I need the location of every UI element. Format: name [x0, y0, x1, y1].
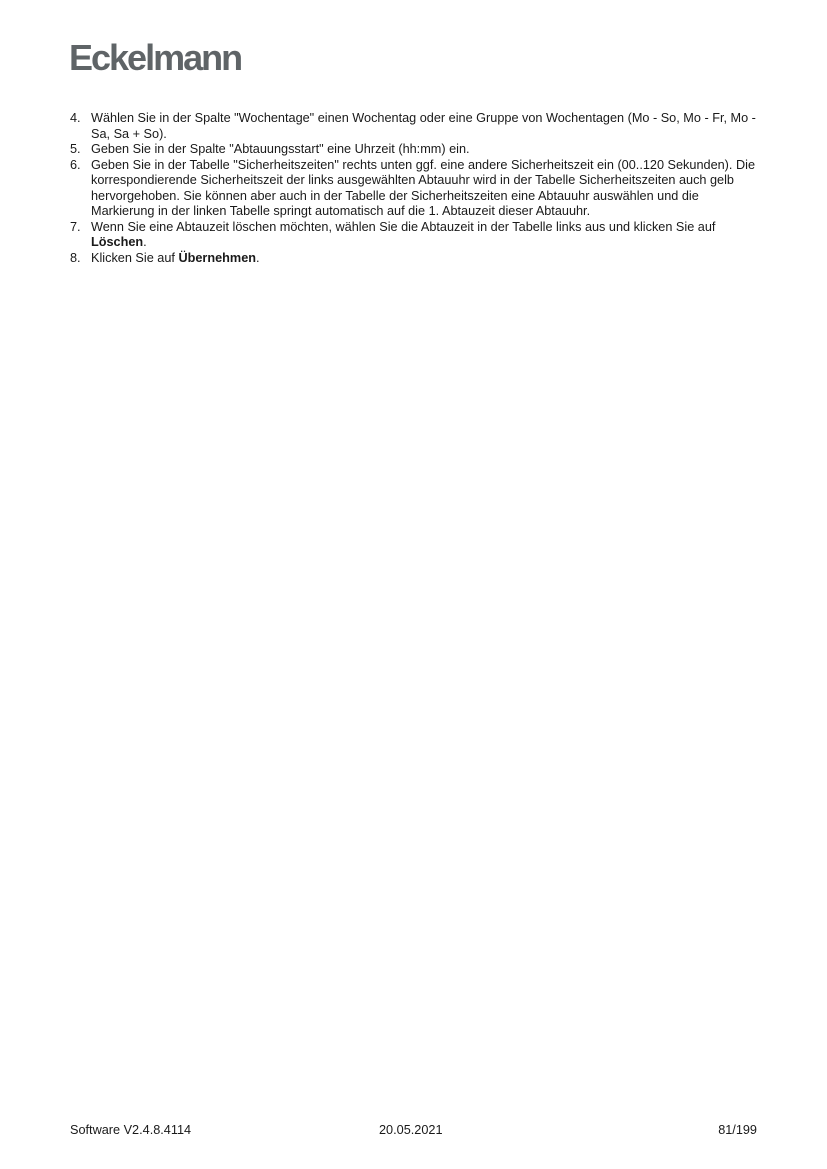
eckelmann-logo: Eckelmann — [69, 37, 242, 78]
step-text-part: Klicken Sie auf — [91, 250, 179, 265]
step-text — [91, 220, 760, 251]
list-item — [70, 111, 760, 142]
apply-label: Übernehmen — [178, 250, 257, 265]
list-item — [70, 220, 760, 251]
step-text: Wählen Sie in der Spalte "Wochentage" einen Wochentag oder eine Gruppe von Wochentagen (Mo - So, Mo - Fr, Mo - Sa, Sa + So). — [91, 111, 756, 141]
step-text-part: Wenn Sie eine Abtauzeit löschen möchten, wählen Sie die Abtauzeit in der Tabelle links aus und klicken Sie auf — [91, 219, 716, 234]
step-text: Geben Sie in der Spalte "Abtauungsstart" eine Uhrzeit (hh:mm) ein. — [91, 142, 470, 156]
list-item — [70, 251, 760, 267]
step-number: 6. — [70, 157, 81, 172]
step-number: 4. — [70, 111, 81, 125]
step-number: 5. — [70, 142, 81, 156]
step-text-part: . — [256, 250, 260, 265]
list-item — [70, 142, 760, 158]
step-text: Geben Sie in der Tabelle "Sicherheitszeiten" rechts unten ggf. eine andere Sicherheitszeit ein (00..120 Sekunden). Die korrespondierende Sicherheitszeit der links ausgewählten Abtauuhr wird in der Tabelle Sicherheitszeiten auch gelb hervorgehoben. Sie können aber auch in der Tabelle der Sicherheitszeiten eine Abtauuhr auswählen und die Markierung in der linken Tabelle springt automatisch auf die 1. Abtauzeit dieser Abtauuhr. — [91, 157, 755, 218]
step-number: 7. — [70, 219, 81, 234]
footer-date: 20.05.2021 — [379, 1123, 443, 1137]
footer-software-version: Software V2.4.8.4114 — [70, 1123, 192, 1137]
step-text-part: . — [143, 235, 147, 249]
step-number: 8. — [70, 250, 81, 265]
instruction-list — [70, 111, 760, 266]
footer-page-number: 81/199 — [718, 1123, 757, 1137]
step-text — [91, 251, 760, 267]
delete-label: Löschen — [91, 235, 144, 249]
list-item — [70, 158, 760, 220]
